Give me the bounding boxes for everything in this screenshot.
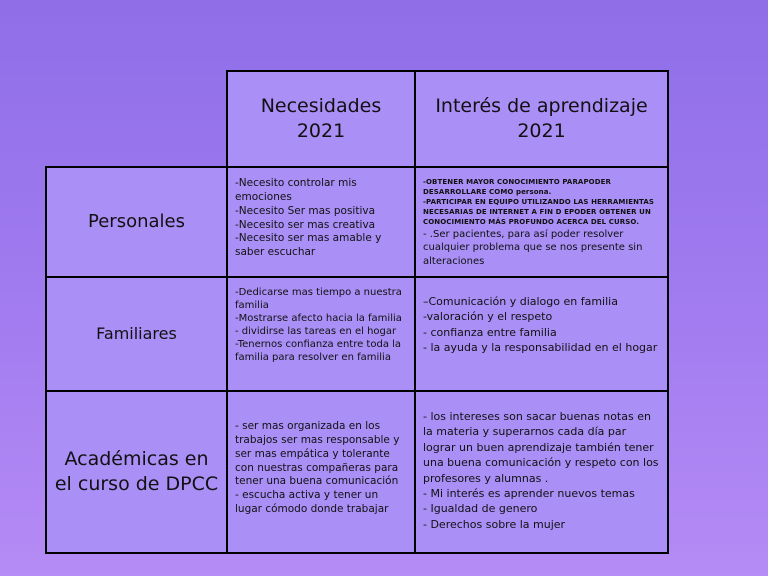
header-necesidades-year: 2021 (296, 120, 346, 142)
list-item: - los intereses son sacar buenas notas en la materia y superarnos cada día par lograr un buen aprendizaje también tener una buena comunicación y respeto con los profesores y alumnas . (423, 410, 659, 485)
list-item: -Necesito ser mas amable y saber escuchar (235, 232, 382, 259)
header-necesidades-title: Necesidades (260, 95, 382, 118)
list-item: -PARTICIPAR EN EQUIPO UTILIZANDO LAS HERRAMIENTAS NECESARIAS DE INTERNET A FIN D EPODER OBTENER UN CONOCIMIENTO MÁS PROFUNDO ACERCA DEL CURSO. (423, 197, 655, 226)
cell-personales-interes (414, 166, 669, 278)
list-item: -Mostrarse afecto hacia la familia (235, 313, 402, 324)
list-item: -OBTENER MAYOR CONOCIMIENTO PARAPODER DESARROLLARE COMO persona. (423, 178, 612, 196)
list-item: - ser mas organizada en los trabajos ser mas responsable y ser mas empática y tolerante con nuestras compañeras para tener una buena comunicación (235, 420, 400, 488)
list-item: - Igualdad de genero (423, 502, 538, 516)
list-item: -Necesito controlar mis emociones (235, 177, 357, 203)
list-item: - confianza entre familia (423, 325, 557, 339)
row-label-personales (45, 166, 228, 278)
list-item: -Tenernos confianza entre toda la familia para resolver en familia (235, 339, 402, 363)
list-item: - Mi interés es aprender nuevos temas (423, 486, 635, 500)
cell-academicas-interes (414, 390, 669, 554)
cell-personales-necesidades (226, 166, 416, 278)
list-item: –Comunicación y dialogo en familia (423, 295, 618, 308)
row-label-familiares (45, 276, 228, 392)
list-item: -valoración y el respeto (423, 310, 553, 324)
row-label-academicas (45, 390, 228, 554)
list-item: -Dedicarse mas tiempo a nuestra familia (235, 287, 402, 311)
list-item: - .Ser pacientes, para así poder resolver cualquier problema que se nos presente sin alteraciones (423, 228, 643, 267)
header-interes-title: Interés de aprendizaje (435, 95, 648, 118)
row-label-text: Académicas en el curso de DPCC (54, 448, 219, 495)
list-item: - dividirse las tareas en el hogar (235, 326, 397, 337)
list-item: - escucha activa y tener un lugar cómodo donde trabajar (235, 489, 389, 516)
list-item: - la ayuda y la responsabilidad en el hogar (423, 341, 658, 355)
list-item: -Necesito Ser mas positiva (235, 204, 376, 217)
cell-academicas-necesidades (226, 390, 416, 554)
header-necesidades (226, 70, 416, 168)
cell-familiares-interes (414, 276, 669, 392)
row-label-text: Familiares (96, 323, 177, 343)
cell-familiares-necesidades (226, 276, 416, 392)
header-interes-year: 2021 (517, 120, 566, 142)
list-item: -Necesito ser mas creativa (235, 218, 376, 231)
header-interes (414, 70, 669, 168)
row-label-text: Personales (88, 211, 185, 233)
list-item: - Derechos sobre la mujer (423, 517, 566, 531)
